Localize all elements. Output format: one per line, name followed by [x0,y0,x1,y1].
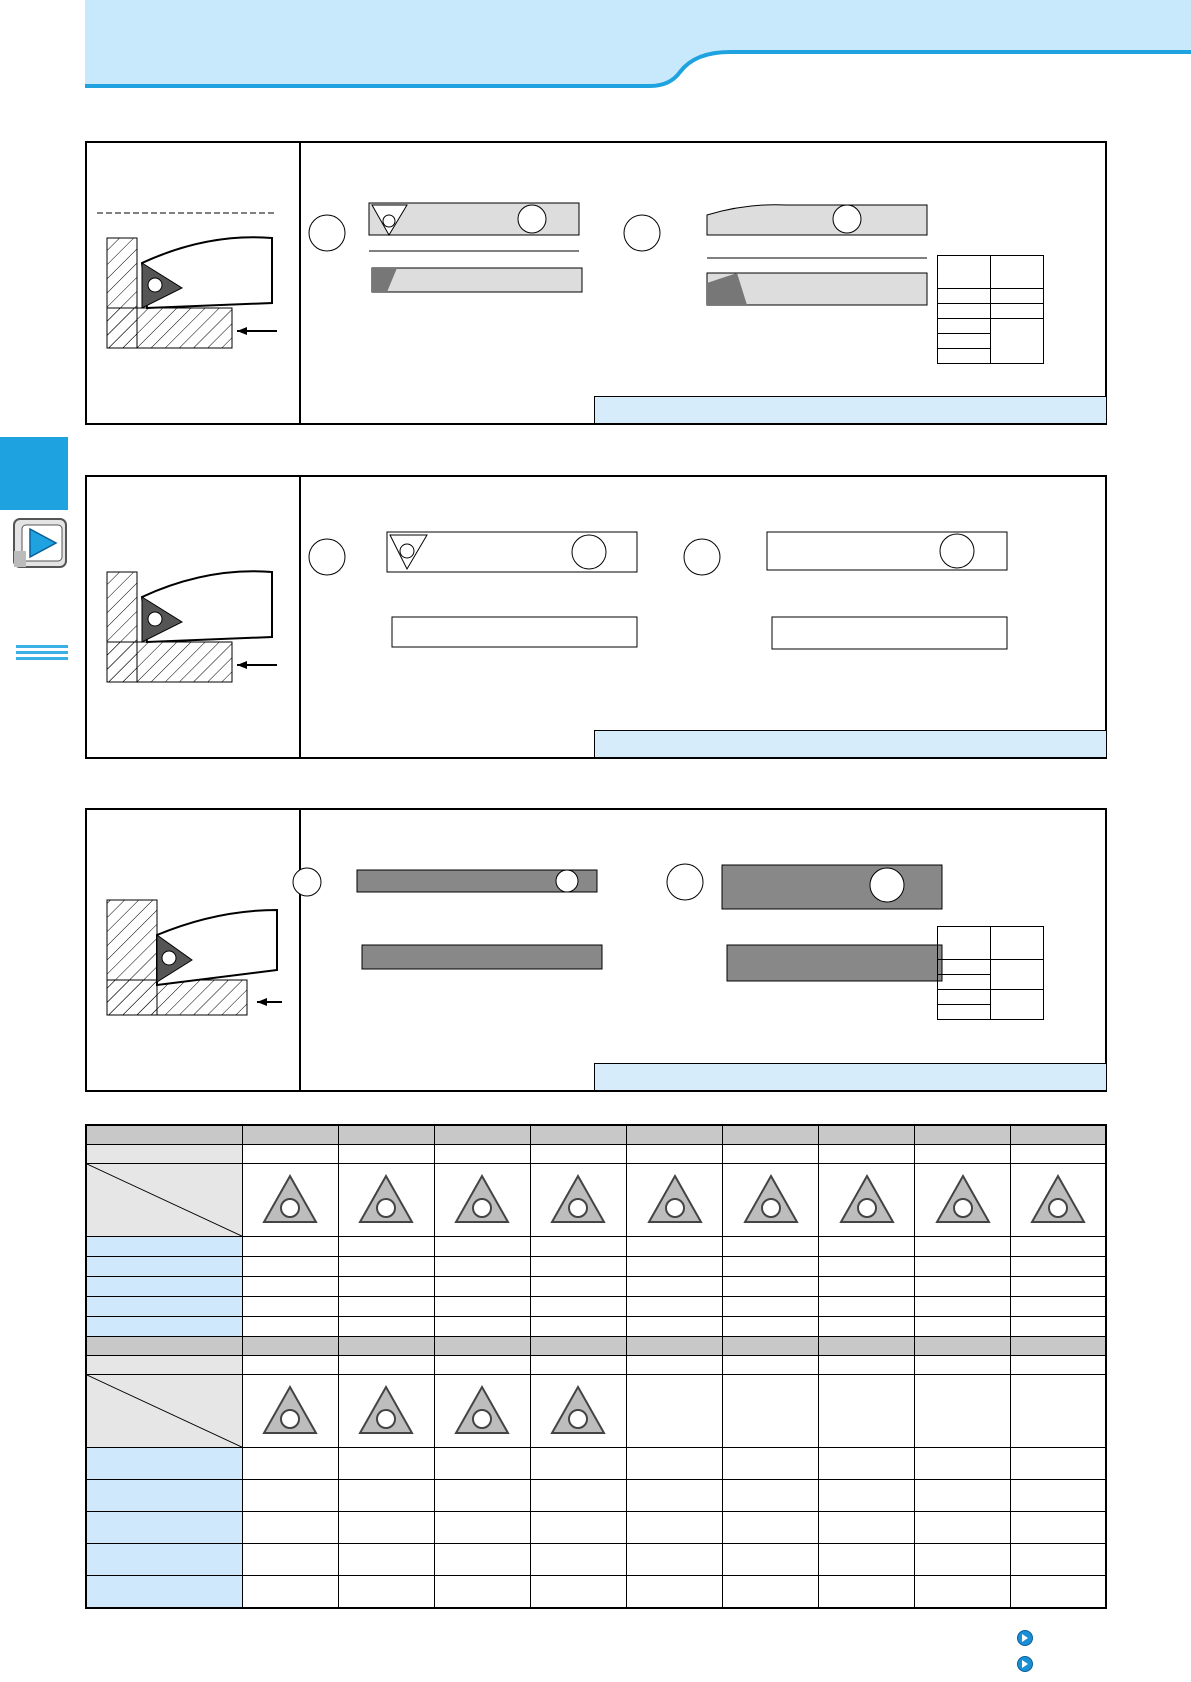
triangular-insert-icon [260,1217,320,1229]
footer-links [1017,1630,1033,1682]
table-row [86,1297,1106,1317]
triangular-insert-icon [645,1217,705,1229]
insert-grade-table [85,1124,1107,1609]
table-row [86,1237,1106,1257]
insert-image-row [86,1164,1106,1237]
triangular-insert-icon [548,1217,608,1229]
table-row [86,1317,1106,1337]
header-banner [0,0,1191,95]
panel-note-bar [594,396,1106,423]
triangular-insert-icon [356,1217,416,1229]
table-row [86,1544,1106,1576]
arrow-right-icon[interactable] [1017,1630,1033,1646]
triangular-insert-icon [837,1217,897,1229]
table-row [86,1145,1106,1164]
table-row [86,1448,1106,1480]
table-row [86,1356,1106,1375]
triangular-insert-icon [933,1217,993,1229]
triangular-insert-icon [452,1428,512,1440]
triangular-insert-icon [548,1428,608,1440]
boring-bar-drawing [87,477,1107,759]
table-row [86,1277,1106,1297]
triangular-insert-icon [356,1428,416,1440]
triangular-insert-icon [260,1428,320,1440]
tool-panel-3 [85,808,1107,1092]
spec-mini-table [937,255,1044,364]
spec-mini-table [937,926,1044,1020]
table-row [86,1257,1106,1277]
tool-panel-1 [85,141,1107,425]
arrow-right-icon[interactable] [1017,1656,1033,1672]
triangular-insert-icon [1028,1217,1088,1229]
triangular-insert-icon [452,1217,512,1229]
table-row [86,1480,1106,1512]
insert-image-row [86,1375,1106,1448]
table-row [86,1337,1106,1356]
table-row [86,1512,1106,1544]
table-row [86,1576,1106,1609]
tool-panel-2 [85,475,1107,759]
side-decor-lines [16,645,68,663]
triangular-insert-icon [741,1217,801,1229]
table-row [86,1125,1106,1145]
play-triangle-icon[interactable] [12,517,68,569]
panel-note-bar [594,730,1106,757]
side-section-tab[interactable] [0,437,68,510]
panel-note-bar [594,1063,1106,1090]
